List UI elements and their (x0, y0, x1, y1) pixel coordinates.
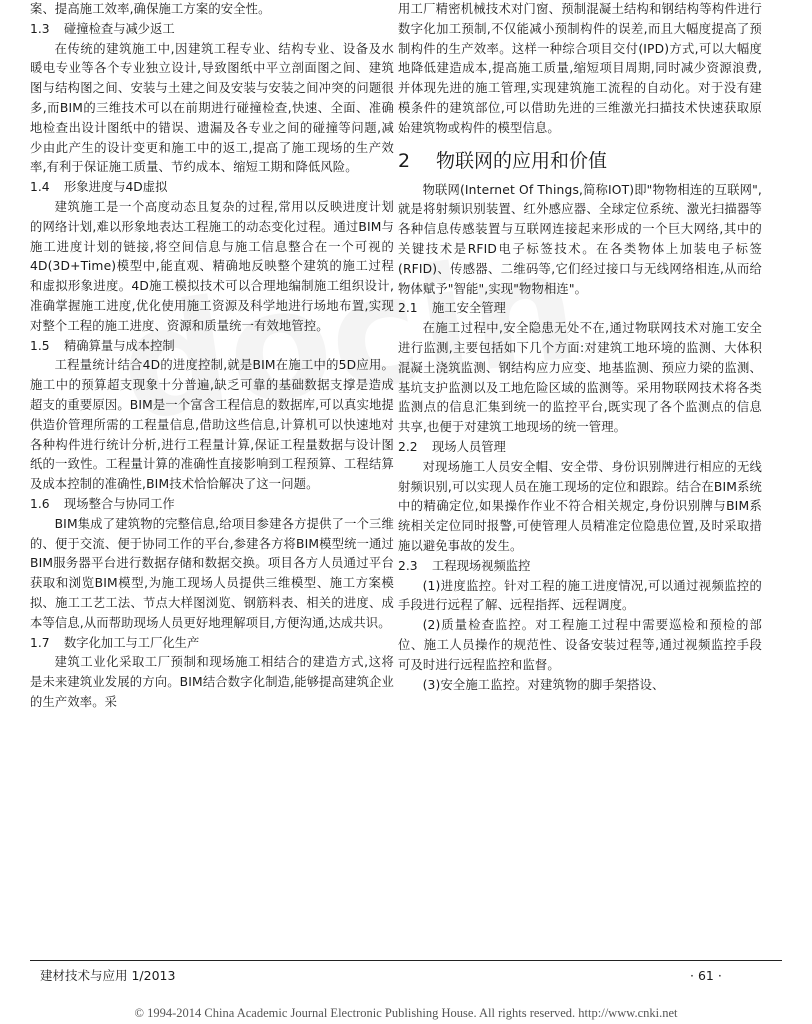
section-number: 2 (398, 149, 411, 172)
section-title: 数字化加工与工厂化生产 (64, 635, 200, 650)
section-title: 物联网的应用和价值 (436, 149, 608, 172)
section-number: 2.2 (398, 439, 418, 454)
right-column (398, 0, 762, 695)
left-column (30, 0, 394, 713)
section-number: 1.5 (30, 338, 50, 353)
section-heading-1-6 (30, 495, 394, 515)
section-title: 现场整合与协同工作 (64, 496, 175, 511)
section-heading-2-1 (398, 299, 762, 319)
section-heading-2-2 (398, 438, 762, 458)
paragraph: 在传统的建筑施工中,因建筑工程专业、结构专业、设备及水暖电专业等各个专业独立设计,导致图纸中平立剖面图之间、建筑图与结构图之间、安装与土建之间及安装与安装之间冲突的问题很多,而BIM的三维技术可以在前期进行碰撞检查,快速、全面、准确地检查出设计图纸中的错误、遗漏及各专业之间的碰撞等问题,减少由此产生的设计变更和施工中的返工,提高了施工现场的生产效率,有利于保证施工质量、节约成本、缩短工期和降低风险。 (30, 41, 394, 175)
page-number: · 61 · (690, 968, 722, 983)
section-number: 1.4 (30, 180, 50, 195)
paragraph: 在施工过程中,安全隐患无处不在,通过物联网技术对施工安全进行监测,主要包括如下几个方面:对建筑工地环境的监测、大体积混凝土浇筑监测、钢结构应力应变、地基监测、预应力梁的监测、基坑支护监测以及工地危险区域的监测等。采用物联网技术将各类监测点的信息汇集到统一的监控平台,既实现了各个监测点的信息共享,也便于对建筑工地现场的统一管理。 (398, 321, 762, 435)
footer-divider (30, 960, 782, 961)
section-number: 2.3 (398, 558, 418, 573)
paragraph: (3)安全施工监控。对建筑物的脚手架搭设、 (422, 677, 665, 692)
section-heading-1-4 (30, 178, 394, 198)
section-number: 1.7 (30, 635, 50, 650)
paragraph: (1)进度监控。针对工程的施工进度情况,可以通过视频监控的手段进行远程了解、远程指挥、远程调度。 (398, 578, 762, 613)
section-title: 形象进度与4D虚拟 (64, 180, 168, 195)
section-title: 现场人员管理 (432, 439, 506, 454)
section-heading-1-3 (30, 20, 394, 40)
section-heading-1-7 (30, 634, 394, 654)
paragraph: 物联网(Internet Of Things,简称IOT)即"物物相连的互联网",就是将射频识别装置、红外感应器、全球定位系统、激光扫描器等各种信息传感装置与互联网连接起来形成的一个巨大网络,其中的关键技术是RFID电子标签技术。在各类物体上加装电子标签(RFID)、传感器、二维码等,它们经过接口与无线网络相连,从而给物体赋予"智能",实现"物物相连"。 (398, 182, 762, 296)
section-heading-2-3 (398, 557, 762, 577)
section-number: 1.6 (30, 496, 50, 511)
copyright-notice: © 1994-2014 China Academic Journal Electronic Publishing House. All rights reserved. http://www.cnki.net (134, 1006, 678, 1020)
section-title: 施工安全管理 (432, 301, 506, 316)
paragraph: 工程量统计结合4D的进度控制,就是BIM在施工中的5D应用。施工中的预算超支现象十分普遍,缺乏可靠的基础数据支撑是造成超支的重要原因。BIM是一个富含工程信息的数据库,可以真实地提供造价管理所需的工程量信息,借助这些信息,计算机可以快速地对各种构件进行统计分析,进行工程量计算,保证工程量数据与设计图纸的一致性。工程量计算的准确性直接影响到工程预算、工程结算及成本控制的准确性,BIM技术恰恰解决了这一问题。 (30, 358, 394, 492)
paragraph: (2)质量检查监控。对工程施工过程中需要巡检和预检的部位、施工人员操作的规范性、设备安装过程等,通过视频监控手段可及时进行远程监控和监督。 (398, 618, 762, 672)
journal-name: 建材技术与应用 1/2013 (40, 968, 176, 983)
paragraph: 建筑工业化采取工厂预制和现场施工相结合的建造方式,这将是未来建筑业发展的方向。BIM结合数字化制造,能够提高建筑企业的生产效率。采 (30, 655, 394, 709)
section-heading-1-5 (30, 337, 394, 357)
paragraph: 案、提高施工效率,确保施工方案的安全性。 (30, 2, 271, 16)
section-title: 精确算量与成本控制 (64, 338, 175, 353)
section-title: 碰撞检查与减少返工 (64, 21, 175, 36)
paragraph: 建筑施工是一个高度动态且复杂的过程,常用以反映进度计划的网络计划,难以形象地表达工程施工的动态变化过程。通过BIM与施工进度计划的链接,将空间信息与施工信息整合在一个可视的4D(3D+Time)模型中,能直观、精确地反映整个建筑的施工过程和虚拟形象进度。4D施工模拟技术可以合理地编制施工组织设计,准确掌握施工进度,优化使用施工资源及科学地进行场地布置,实现对整个工程的施工进度、资源和质量统一有效地管控。 (30, 199, 394, 333)
section-number: 2.1 (398, 301, 418, 316)
section-title: 工程现场视频监控 (432, 558, 531, 573)
paragraph: 对现场施工人员安全帽、安全带、身份识别牌进行相应的无线射频识别,可以实现人员在施工现场的定位和跟踪。结合在BIM系统中的精确定位,如果操作作业不符合相关规定,身份识别牌与BIM系统相关定位同时报警,可使管理人员精准定位隐患位置,及时采取措施以避免事故的发生。 (398, 459, 762, 553)
paragraph: BIM集成了建筑物的完整信息,给项目参建各方提供了一个三维的、便于交流、便于协同工作的平台,参建各方将BIM模型统一通过BIM服务器平台进行数据存储和数据交换。项目各方人员通过平台获取和浏览BIM模型,为施工现场人员提供三维模型、施工方案模拟、施工工艺工法、节点大样图浏览、钢筋料表、相关的进度、成本等信息,从而帮助现场人员更好地理解项目,方便沟通,达成共识。 (30, 516, 394, 630)
paragraph: 用工厂精密机械技术对门窗、预制混凝土结构和钢结构等构件进行数字化加工预制,不仅能减小预制构件的误差,而且大幅度提高了预制构件的生产效率。这样一种综合项目交付(IPD)方式,可以大幅度地降低建造成本,提高施工质量,缩短项目周期,同时减少资源浪费,并体现先进的施工管理,实现建筑施工流程的自动化。对于没有建模条件的建筑部位,可以借助先进的三维激光扫描技术快速获取原始建筑物或构件的模型信息。 (398, 2, 762, 135)
section-number: 1.3 (30, 21, 50, 36)
section-heading-2 (398, 147, 762, 175)
